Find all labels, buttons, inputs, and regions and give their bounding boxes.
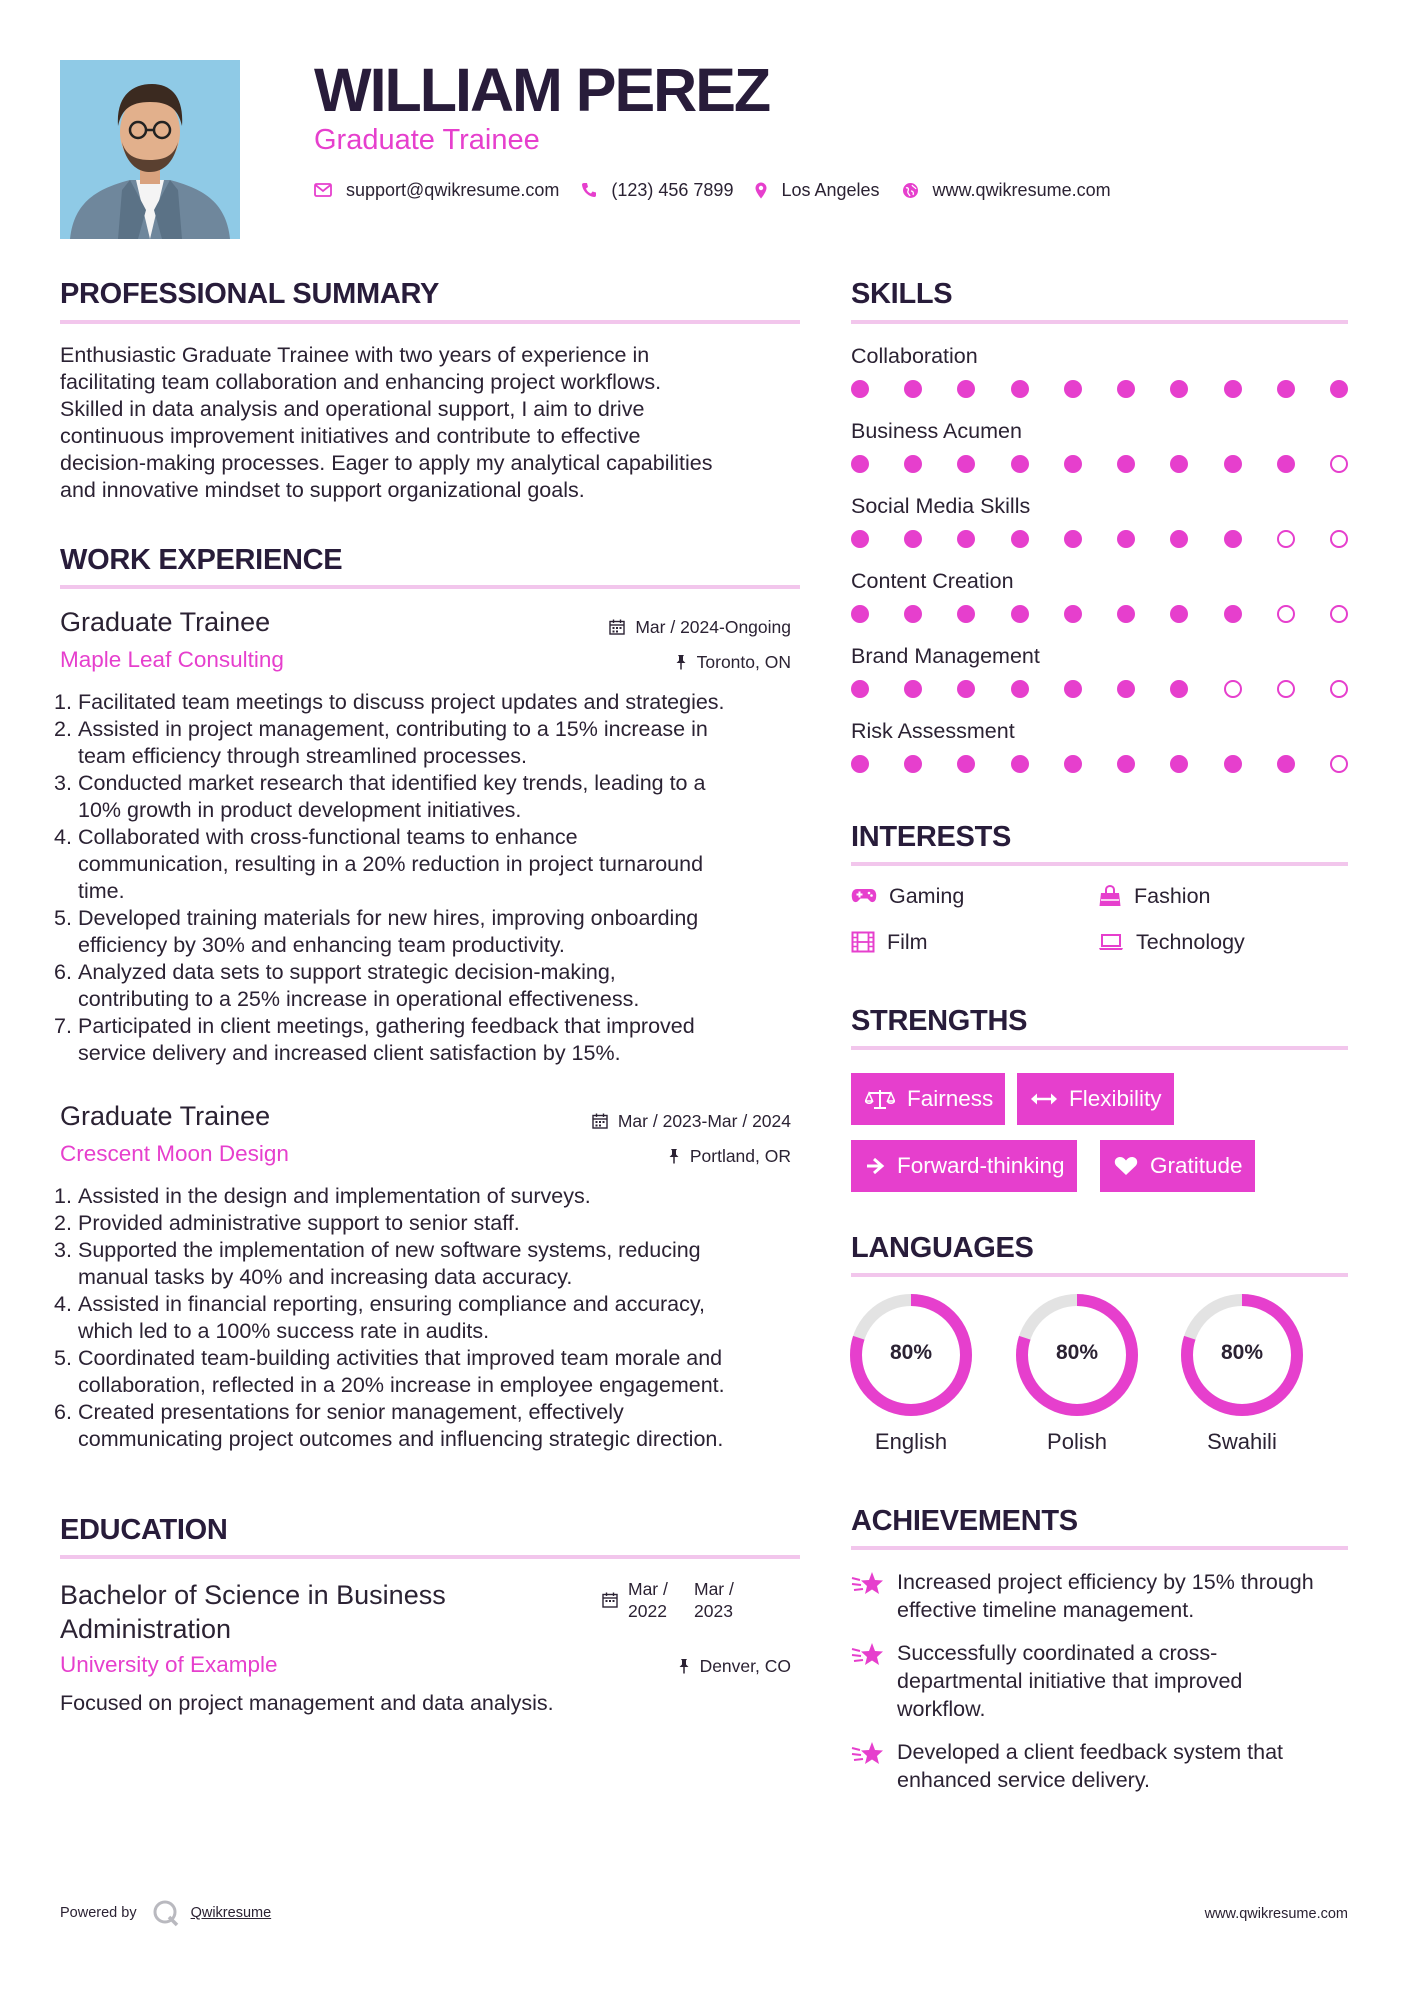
skill-rating <box>851 605 1348 625</box>
rating-dot-filled <box>1011 530 1029 548</box>
bullet-line: Participated in client meetings, gathering feedback that improved <box>78 1014 695 1038</box>
skill-name: Collaboration <box>851 344 978 368</box>
job-dates-text: Mar / 2023-Mar / 2024 <box>617 1111 791 1131</box>
pushpin-icon <box>668 1148 680 1164</box>
rating-dot-empty <box>1330 605 1348 623</box>
bullet-line: communicating project outcomes and influencing strategic direction. <box>78 1427 724 1451</box>
job-bullets <box>54 1183 804 1453</box>
skill-rating <box>851 380 1348 400</box>
rating-dot-filled <box>957 455 975 473</box>
job-bullets <box>54 689 804 1067</box>
bullet-number: 4. <box>54 825 72 849</box>
strengths-heading: STRENGTHS <box>851 1005 1028 1037</box>
rating-dot-filled <box>851 530 869 548</box>
rating-dot-filled <box>1064 605 1082 623</box>
rating-dot-filled <box>1117 455 1135 473</box>
job-location <box>668 1144 791 1168</box>
rating-dot-empty <box>1330 455 1348 473</box>
heart-icon <box>1114 1156 1138 1176</box>
achievement-text <box>897 1639 1242 1723</box>
bullet-number: 5. <box>54 1346 72 1370</box>
rating-dot-filled <box>904 380 922 398</box>
contact-bar <box>314 176 1133 204</box>
bullet-line: Assisted in project management, contributing to a 15% increase in <box>78 717 708 741</box>
rating-dot-filled <box>851 680 869 698</box>
summary-heading: PROFESSIONAL SUMMARY <box>60 278 440 310</box>
rating-dot-filled <box>1011 380 1029 398</box>
rating-dot-filled <box>904 605 922 623</box>
rating-dot-filled <box>1064 680 1082 698</box>
summary-line: and innovative mindset to support organizational goals. <box>60 478 585 502</box>
rating-dot-filled <box>1170 680 1188 698</box>
phone-icon <box>581 182 597 198</box>
bullet-line: which led to a 100% success rate in audits. <box>78 1319 490 1343</box>
rating-dot-filled <box>1117 680 1135 698</box>
contact-email-text: support@qwikresume.com <box>346 179 560 200</box>
job-location-text: Toronto, ON <box>696 652 791 672</box>
bullet-number: 2. <box>54 1211 72 1235</box>
rating-dot-filled <box>1277 755 1295 773</box>
interest-label: Film <box>887 930 928 954</box>
education-start-year: 2022 <box>628 1601 667 1621</box>
contact-phone-text: (123) 456 7899 <box>611 179 734 200</box>
list-item <box>54 905 804 959</box>
interest-label: Gaming <box>889 884 965 908</box>
bullet-line: Conducted market research that identified key trends, leading to a <box>78 771 706 795</box>
rating-dot-filled <box>851 380 869 398</box>
language-name: Swahili <box>1207 1429 1277 1454</box>
job-dates <box>609 615 791 639</box>
strength-label: Forward-thinking <box>897 1153 1065 1178</box>
rating-dot-filled <box>904 755 922 773</box>
education-degree <box>60 1578 446 1646</box>
language-gauge <box>1015 1293 1139 1455</box>
interest-label: Technology <box>1136 930 1245 954</box>
achievements-heading: ACHIEVEMENTS <box>851 1505 1078 1537</box>
bullet-line: team efficiency through streamlined processes. <box>78 744 527 768</box>
summary-line: facilitating team collaboration and enhancing project workflows. <box>60 370 662 394</box>
bullet-line: manual tasks by 40% and increasing data accuracy. <box>78 1265 573 1289</box>
rating-dot-filled <box>1330 380 1348 398</box>
list-item <box>54 770 804 824</box>
rating-dot-empty <box>1224 680 1242 698</box>
calendar-icon <box>602 1592 618 1608</box>
rating-dot-filled <box>1170 530 1188 548</box>
education-end-month: Mar / <box>694 1579 734 1599</box>
language-name: English <box>874 1429 948 1454</box>
job-dates <box>592 1109 791 1133</box>
achievement-text <box>897 1738 1283 1794</box>
bullet-number: 3. <box>54 771 72 795</box>
bullet-number: 4. <box>54 1292 72 1316</box>
rating-dot-filled <box>1011 605 1029 623</box>
skill-name: Social Media Skills <box>851 494 1031 518</box>
shooting-star-icon <box>851 1570 885 1598</box>
bullet-line: Assisted in financial reporting, ensuring compliance and accuracy, <box>78 1292 706 1316</box>
rating-dot-filled <box>1117 755 1135 773</box>
skills-heading: SKILLS <box>851 278 953 310</box>
pushpin-icon <box>678 1658 690 1674</box>
strength-tag <box>851 1140 1077 1192</box>
list-item <box>54 1210 804 1237</box>
bullet-number: 2. <box>54 717 72 741</box>
rating-dot-filled <box>1277 455 1295 473</box>
rating-dot-filled <box>1224 755 1242 773</box>
education-school: University of Example <box>60 1652 278 1677</box>
strength-tag <box>1100 1140 1255 1192</box>
list-item <box>54 689 804 716</box>
balance-scale-icon <box>865 1088 895 1110</box>
rating-dot-filled <box>957 605 975 623</box>
map-pin-icon <box>755 182 767 199</box>
list-item <box>54 959 804 1013</box>
languages-heading: LANGUAGES <box>851 1232 1034 1264</box>
rating-dot-filled <box>1224 605 1242 623</box>
contact-website-text: www.qwikresume.com <box>932 179 1111 200</box>
education-divider <box>60 1555 800 1559</box>
rating-dot-filled <box>957 680 975 698</box>
achievement-item <box>851 1639 1351 1723</box>
achievement-item <box>851 1568 1351 1624</box>
shooting-star-icon <box>851 1740 885 1768</box>
arrow-right-icon <box>865 1157 885 1175</box>
experience-divider <box>60 585 800 589</box>
bullet-line: Supported the implementation of new software systems, reducing <box>78 1238 701 1262</box>
bullet-line: Analyzed data sets to support strategic decision-making, <box>78 960 616 984</box>
achievement-line: effective timeline management. <box>897 1598 1195 1622</box>
achievement-line: enhanced service delivery. <box>897 1768 1150 1792</box>
bullet-line: collaboration, reflected in a 20% increase in employee engagement. <box>78 1373 725 1397</box>
rating-dot-filled <box>904 530 922 548</box>
rating-dot-filled <box>957 530 975 548</box>
language-name: Polish <box>1047 1429 1107 1454</box>
powered-by-label: Powered by <box>60 1905 137 1921</box>
experience-heading: WORK EXPERIENCE <box>60 544 343 576</box>
rating-dot-empty <box>1330 755 1348 773</box>
rating-dot-filled <box>1064 755 1082 773</box>
languages-divider <box>851 1273 1348 1277</box>
job-company: Maple Leaf Consulting <box>60 647 284 672</box>
summary-line: continuous improvement initiatives and contribute to effective <box>60 424 641 448</box>
rating-dot-empty <box>1330 680 1348 698</box>
education-start <box>628 1578 694 1622</box>
language-gauge <box>849 1293 973 1455</box>
bullet-line: time. <box>78 879 125 903</box>
rating-dot-filled <box>1117 605 1135 623</box>
skill-name: Risk Assessment <box>851 719 1015 743</box>
footer-powered-by <box>60 1898 271 1928</box>
qwikresume-link[interactable]: Qwikresume <box>190 1905 272 1921</box>
rating-dot-filled <box>1170 455 1188 473</box>
summary-line: decision-making processes. Eager to apply my analytical capabilities <box>60 451 713 475</box>
candidate-name: WILLIAM PEREZ <box>314 56 770 124</box>
summary-line: Skilled in data analysis and operational support, I aim to drive <box>60 397 645 421</box>
list-item <box>54 716 804 770</box>
list-item <box>54 1345 804 1399</box>
achievement-line: departmental initiative that improved <box>897 1669 1243 1693</box>
qwikresume-logo-icon <box>151 1898 181 1928</box>
language-percent: 80% <box>1055 1341 1099 1364</box>
rating-dot-filled <box>1064 380 1082 398</box>
rating-dot-filled <box>957 380 975 398</box>
list-item <box>54 1013 804 1067</box>
rating-dot-filled <box>851 455 869 473</box>
rating-dot-filled <box>851 755 869 773</box>
skill-rating <box>851 755 1348 775</box>
laptop-icon <box>1098 933 1124 951</box>
strengths-divider <box>851 1046 1348 1050</box>
list-item <box>54 1237 804 1291</box>
strength-label: Flexibility <box>1069 1086 1162 1111</box>
skill-name: Brand Management <box>851 644 1040 668</box>
interests-divider <box>851 862 1348 866</box>
rating-dot-empty <box>1277 605 1295 623</box>
bullet-line: service delivery and increased client satisfaction by 15%. <box>78 1041 621 1065</box>
shopping-bag-icon <box>1098 885 1122 907</box>
rating-dot-filled <box>904 455 922 473</box>
rating-dot-filled <box>957 755 975 773</box>
bullet-number: 1. <box>54 690 72 714</box>
bullet-line: contributing to a 25% increase in operational effectiveness. <box>78 987 640 1011</box>
skill-name: Business Acumen <box>851 419 1022 443</box>
contact-location-text: Los Angeles <box>781 179 880 200</box>
rating-dot-empty <box>1277 530 1295 548</box>
achievement-line: workflow. <box>897 1697 986 1721</box>
interest-item <box>851 882 964 910</box>
rating-dot-empty <box>1330 530 1348 548</box>
bullet-line: Facilitated team meetings to discuss project updates and strategies. <box>78 690 725 714</box>
education-end <box>694 1578 734 1622</box>
education-degree-line: Administration <box>60 1614 232 1644</box>
bullet-line: 10% growth in product development initiatives. <box>78 798 522 822</box>
contact-phone[interactable] <box>581 180 733 201</box>
footer-website[interactable]: www.qwikresume.com <box>1204 1906 1348 1922</box>
bullet-number: 6. <box>54 1400 72 1424</box>
interests-heading: INTERESTS <box>851 821 1012 853</box>
bullet-number: 6. <box>54 960 72 984</box>
rating-dot-filled <box>904 680 922 698</box>
rating-dot-filled <box>851 605 869 623</box>
bullet-number: 7. <box>54 1014 72 1038</box>
language-percent: 80% <box>1220 1341 1264 1364</box>
achievement-line: Successfully coordinated a cross- <box>897 1641 1218 1665</box>
pushpin-icon <box>675 654 687 670</box>
rating-dot-filled <box>1064 455 1082 473</box>
language-percent: 80% <box>889 1341 933 1364</box>
skill-rating <box>851 680 1348 700</box>
job-dates-text: Mar / 2024-Ongoing <box>635 617 791 637</box>
strength-tag <box>851 1073 1005 1125</box>
shooting-star-icon <box>851 1641 885 1669</box>
contact-email[interactable] <box>314 180 559 201</box>
education-degree-line: Bachelor of Science in Business <box>60 1580 446 1610</box>
rating-dot-filled <box>1224 530 1242 548</box>
rating-dot-filled <box>1011 455 1029 473</box>
bullet-line: communication, resulting in a 20% reduction in project turnaround <box>78 852 704 876</box>
bullet-number: 3. <box>54 1238 72 1262</box>
contact-location <box>755 180 879 201</box>
skill-name: Content Creation <box>851 569 1014 593</box>
strength-label: Fairness <box>907 1086 994 1111</box>
globe-icon <box>902 182 919 199</box>
rating-dot-filled <box>1170 755 1188 773</box>
rating-dot-filled <box>1011 680 1029 698</box>
arrows-horizontal-icon <box>1031 1092 1057 1106</box>
bullet-line: efficiency by 30% and enhancing team productivity. <box>78 933 565 957</box>
profile-photo <box>60 60 240 239</box>
calendar-icon <box>592 1113 608 1129</box>
bullet-line: Provided administrative support to senior staff. <box>78 1211 520 1235</box>
education-start-month: Mar / <box>628 1579 668 1599</box>
summary-line: Enthusiastic Graduate Trainee with two years of experience in <box>60 343 650 367</box>
job-title: Graduate Trainee <box>60 607 271 637</box>
job-location <box>675 650 791 674</box>
rating-dot-filled <box>1117 380 1135 398</box>
rating-dot-filled <box>1117 530 1135 548</box>
education-dates <box>602 1578 734 1622</box>
skills-divider <box>851 320 1348 324</box>
summary-divider <box>60 320 800 324</box>
achievements-divider <box>851 1546 1348 1550</box>
education-heading: EDUCATION <box>60 1514 228 1546</box>
person-photo-icon <box>60 60 240 239</box>
job-company: Crescent Moon Design <box>60 1141 289 1166</box>
skill-rating <box>851 530 1348 550</box>
bullet-line: Developed training materials for new hires, improving onboarding <box>78 906 699 930</box>
education-location-text: Denver, CO <box>699 1656 791 1676</box>
achievement-line: Developed a client feedback system that <box>897 1740 1284 1764</box>
rating-dot-filled <box>1224 380 1242 398</box>
bullet-line: Coordinated team-building activities that improved team morale and <box>78 1346 723 1370</box>
bullet-line: Assisted in the design and implementation of surveys. <box>78 1184 591 1208</box>
interest-item <box>1098 928 1245 956</box>
language-gauge <box>1180 1293 1304 1455</box>
bullet-line: Collaborated with cross-functional teams to enhance <box>78 825 578 849</box>
list-item <box>54 1399 804 1453</box>
job-location-text: Portland, OR <box>689 1146 791 1166</box>
rating-dot-filled <box>1170 605 1188 623</box>
strength-label: Gratitude <box>1150 1153 1243 1178</box>
list-item <box>54 1183 804 1210</box>
interest-item <box>1098 882 1211 910</box>
rating-dot-filled <box>1011 755 1029 773</box>
calendar-icon <box>609 619 625 635</box>
bullet-line: Created presentations for senior management, effectively <box>78 1400 624 1424</box>
rating-dot-filled <box>1224 455 1242 473</box>
gamepad-icon <box>851 887 877 905</box>
summary-text <box>60 342 800 504</box>
rating-dot-filled <box>1170 380 1188 398</box>
rating-dot-filled <box>1277 380 1295 398</box>
job-title: Graduate Trainee <box>60 1101 271 1131</box>
achievement-line: Increased project efficiency by 15% through <box>897 1570 1314 1594</box>
skill-rating <box>851 455 1348 475</box>
education-end-year: 2023 <box>694 1601 733 1621</box>
rating-dot-empty <box>1277 680 1295 698</box>
envelope-icon <box>314 183 332 197</box>
bullet-number: 5. <box>54 906 72 930</box>
rating-dot-filled <box>1064 530 1082 548</box>
contact-website[interactable] <box>902 180 1111 201</box>
education-description: Focused on project management and data analysis. <box>60 1691 554 1715</box>
achievement-item <box>851 1738 1351 1794</box>
bullet-number: 1. <box>54 1184 72 1208</box>
strength-tag <box>1017 1073 1174 1125</box>
education-location <box>678 1654 791 1678</box>
film-icon <box>851 931 875 953</box>
interest-label: Fashion <box>1134 884 1211 908</box>
list-item <box>54 1291 804 1345</box>
list-item <box>54 824 804 905</box>
interest-item <box>851 928 928 956</box>
achievement-text <box>897 1568 1314 1624</box>
candidate-role: Graduate Trainee <box>314 124 540 156</box>
